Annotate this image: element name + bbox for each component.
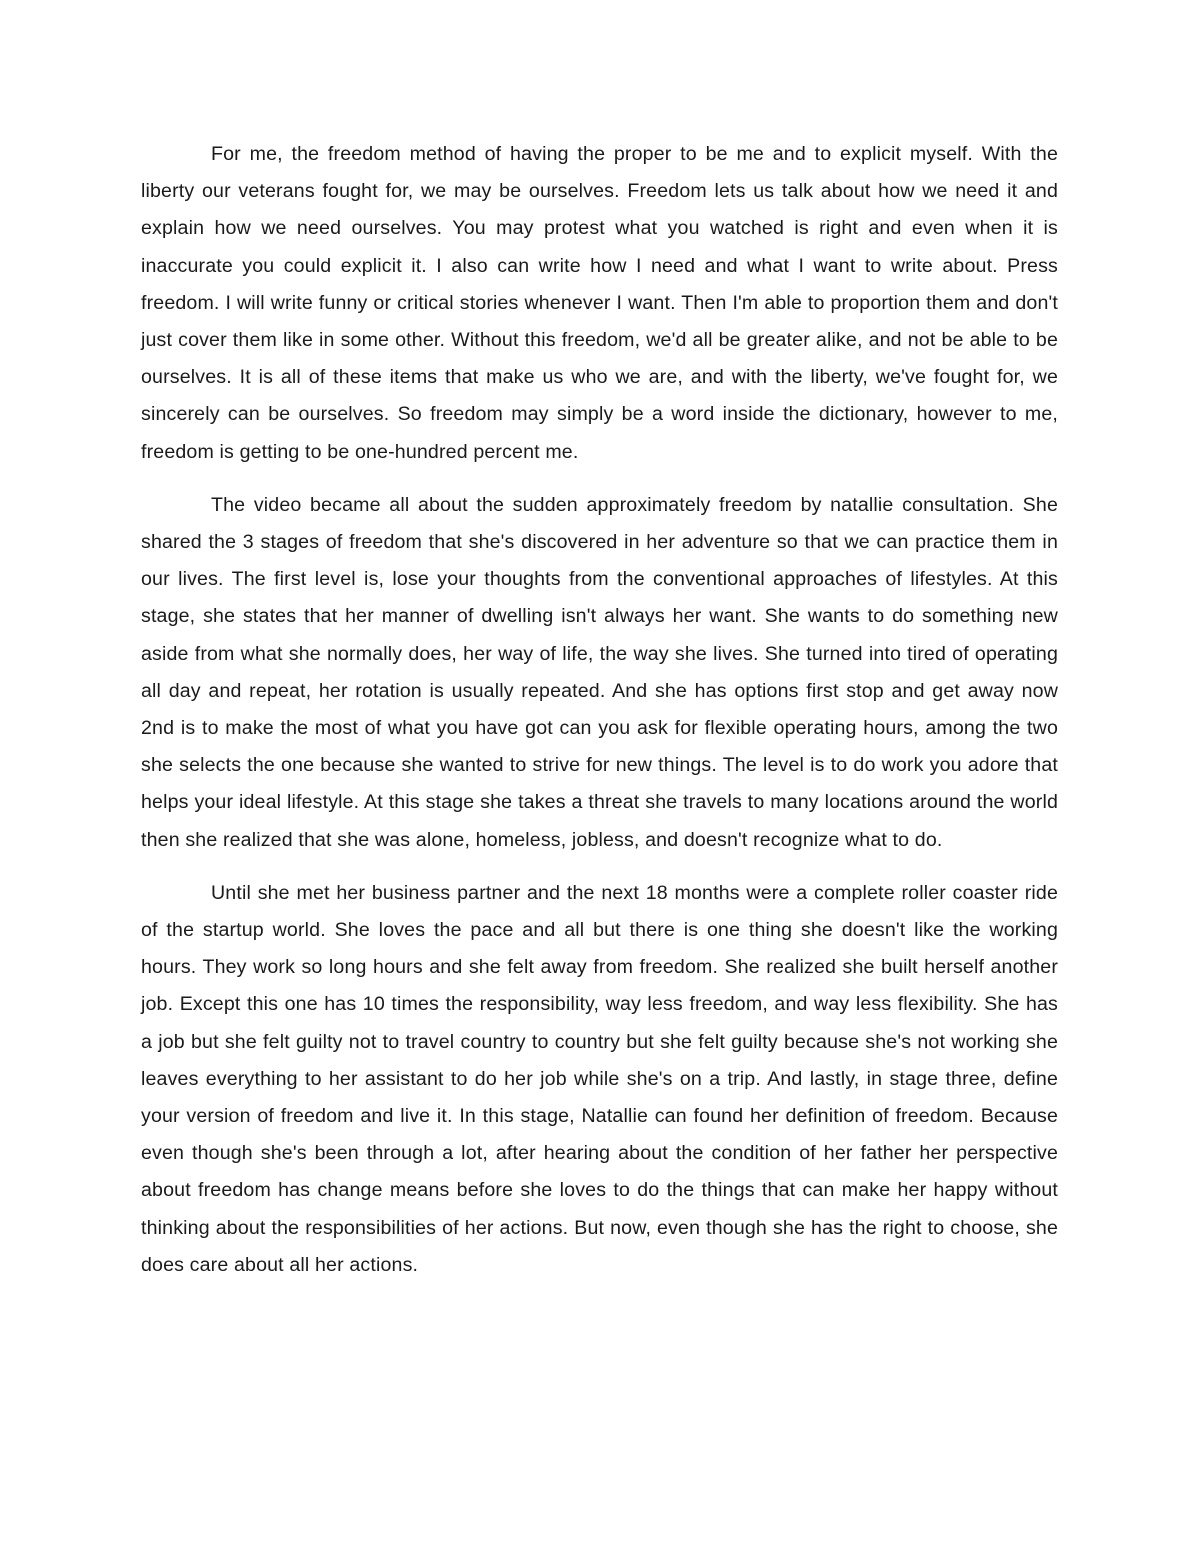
paragraph-1: For me, the freedom method of having the proper to be me and to explicit myself. With the liberty our veterans fought for, we may be ourselves. Freedom lets us talk about how we need it and explain how we need ourselves. You may protest what you watched is right and even when it is inaccurate you could explicit it. I also can write how I need and what I want to write about. Press freedom. I will write funny or critical stories whenever I want. Then I'm able to proportion them and don't just cover them like in some other. Without this freedom, we'd all be greater alike, and not be able to be ourselves. It is all of these items that make us who we are, and with the liberty, we've fought for, we sincerely can be ourselves. So freedom may simply be a word inside the dictionary, however to me, freedom is getting to be one-hundred percent me. xyxy=(141,143,1058,463)
paragraph-2: The video became all about the sudden approximately freedom by natallie consultation. She shared the 3 stages of freedom that she's discovered in her adventure so that we can practice them in our lives. The first level is, lose your thoughts from the conventional approaches of lifestyles. At this stage, she states that her manner of dwelling isn't always her want. She wants to do something new aside from what she normally does, her way of life, the way she lives. She turned into tired of operating all day and repeat, her rotation is usually repeated. And she has options first stop and get away now 2nd is to make the most of what you have got can you ask for flexible operating hours, among the two she selects the one because she wanted to strive for new things. The level is to do work you adore that helps your ideal lifestyle. At this stage she takes a threat she travels to many locations around the world then she realized that she was alone, homeless, jobless, and doesn't recognize what to do. xyxy=(141,493,1058,851)
paragraph-3: Until she met her business partner and the next 18 months were a complete roller coaster ride of the startup world. She loves the pace and all but there is one thing she doesn't like the working hours. They work so long hours and she felt away from freedom. She realized she built herself another job. Except this one has 10 times the responsibility, way less freedom, and way less flexibility. She has a job but she felt guilty not to travel country to country but she felt guilty because she's not working she leaves everything to her assistant to do her job while she's on a trip. And lastly, in stage three, define your version of freedom and live it. In this stage, Natallie can found her definition of freedom. Because even though she's been through a lot, after hearing about the condition of her father her perspective about freedom has change means before she loves to do the things that can make her happy without thinking about the responsibilities of her actions. But now, even though she has the right to choose, she does care about all her actions. xyxy=(141,881,1058,1276)
document-body xyxy=(141,136,1058,1300)
